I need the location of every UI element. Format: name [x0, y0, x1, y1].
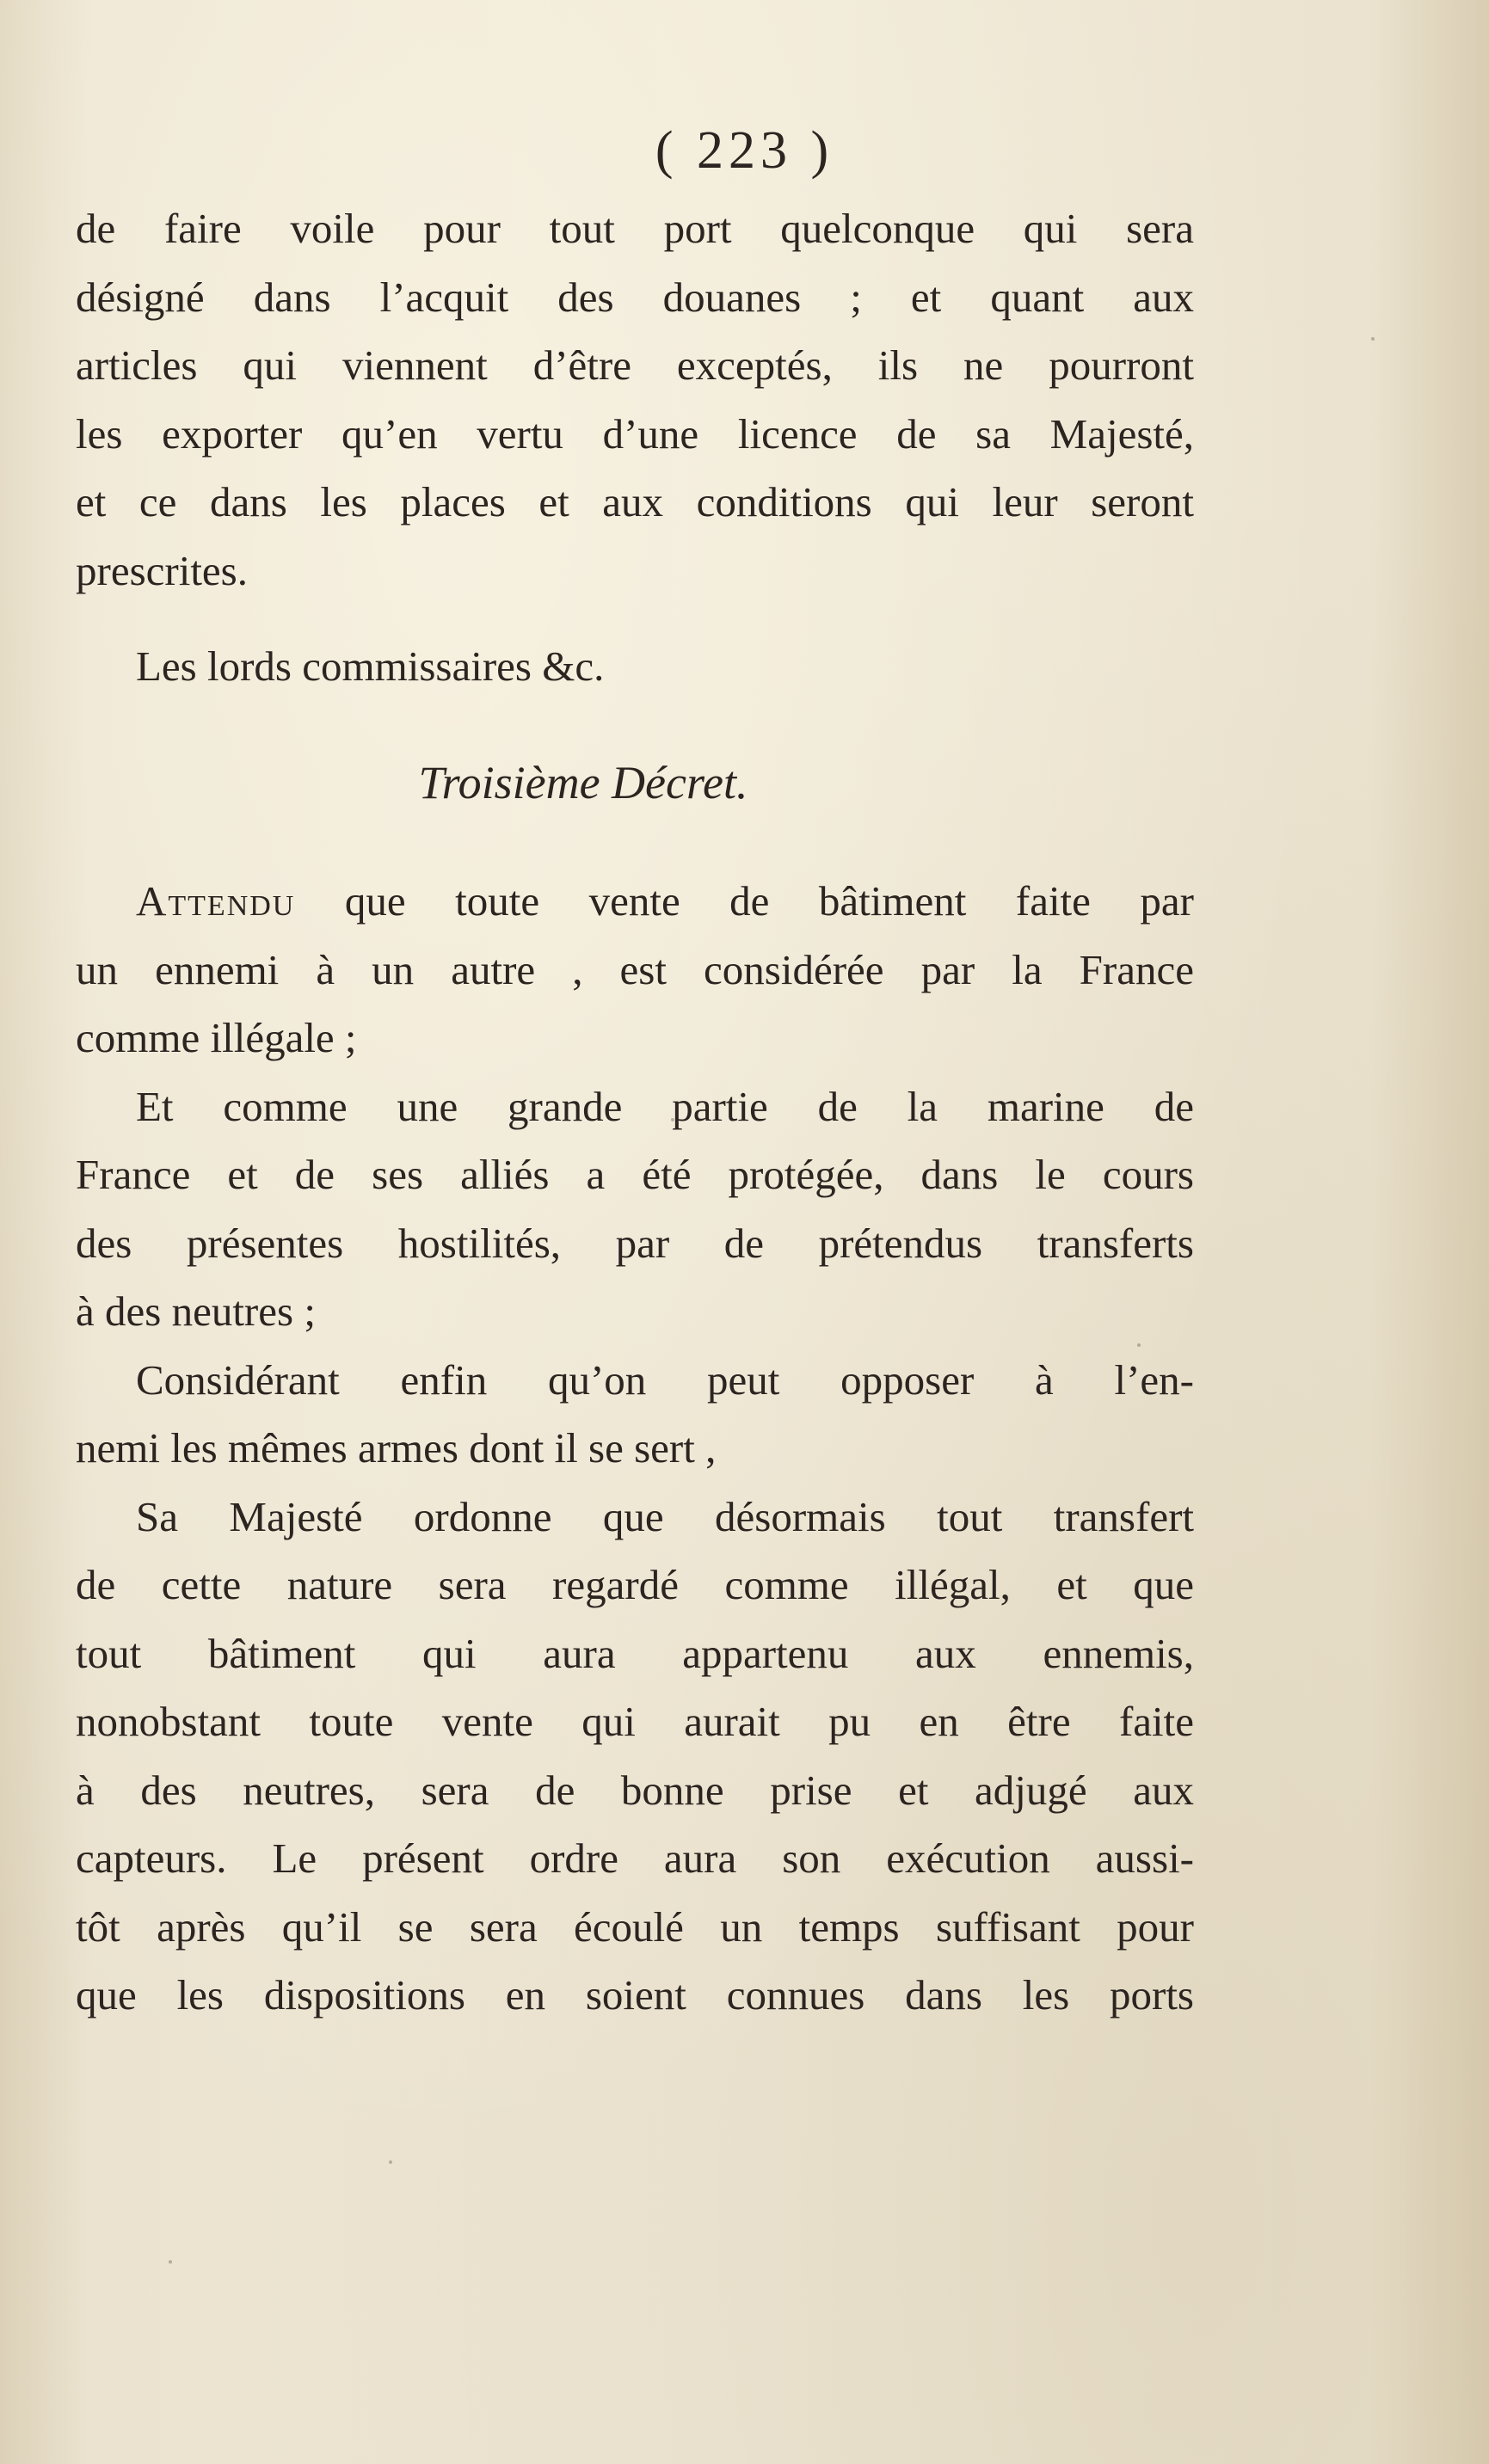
text-line: articles qui viennent d’être exceptés, ils ne pourront	[76, 341, 1194, 389]
text-line: prescrites.	[76, 546, 248, 594]
body-text	[76, 194, 1194, 2030]
text-line: nemi les mêmes armes dont il se sert ,	[76, 1424, 717, 1472]
paragraph-sa-majeste	[76, 1483, 1194, 2030]
text-line: tôt après qu’il se sera écoulé un temps suffisant pour	[76, 1902, 1194, 1951]
text-line: que les dispositions en soient connues dans les ports	[76, 1971, 1194, 2019]
closing-line: Les lords commissaires &c.	[136, 642, 605, 690]
text-line: Et comme une grande partie de la marine de	[136, 1082, 1194, 1130]
text-line: comme illégale ;	[76, 1014, 357, 1061]
text-line	[76, 867, 1194, 936]
text-line: nonobstant toute vente qui aurait pu en être faite	[76, 1698, 1194, 1745]
text-line: un ennemi à un autre , est considérée par la France	[76, 945, 1194, 993]
paragraph-considerant	[76, 1346, 1194, 1483]
text-line: Sa Majesté ordonne que désormais tout transfert	[136, 1492, 1194, 1540]
page-number: ( 223 )	[655, 121, 834, 180]
text-line: les exporter qu’en vertu d’une licence de sa Majesté,	[76, 409, 1194, 458]
text-line: tout bâtiment qui aura appartenu aux ennemis,	[76, 1629, 1194, 1677]
spacer	[76, 701, 1194, 749]
paragraph-et-comme	[76, 1072, 1194, 1346]
paragraph-continuation	[76, 194, 1194, 605]
paper-speck	[389, 2160, 392, 2164]
paper-speck	[1371, 337, 1375, 341]
section-heading: Troisième Décret.	[418, 756, 748, 808]
text-line: à des neutres ;	[76, 1287, 316, 1335]
text-line: des présentes hostilités, par de prétendus transferts	[76, 1219, 1194, 1267]
text-line: de faire voile pour tout port quelconque qui sera	[76, 205, 1194, 252]
paper-speck	[169, 2260, 172, 2264]
spacer	[76, 605, 1194, 632]
text-run: que toute vente de bâtiment faite par	[295, 877, 1194, 925]
text-line: et ce dans les places et aux conditions qui leur seront	[76, 478, 1194, 525]
text-line: Considérant enfin qu’on peut opposer à l’en-	[136, 1355, 1194, 1404]
text-line: de cette nature sera regardé comme illégal, et que	[76, 1561, 1194, 1608]
lead-word: Attendu	[136, 877, 296, 925]
text-line: désigné dans l’acquit des douanes ; et quant aux	[76, 273, 1194, 321]
paragraph-attendu	[76, 867, 1194, 1072]
spacer	[76, 817, 1194, 867]
text-line: capteurs. Le présent ordre aura son exécution aussi-	[76, 1834, 1194, 1882]
text-line: à des neutres, sera de bonne prise et adjugé aux	[76, 1766, 1194, 1814]
text-line: France et de ses alliés a été protégée, dans le cours	[76, 1151, 1194, 1198]
